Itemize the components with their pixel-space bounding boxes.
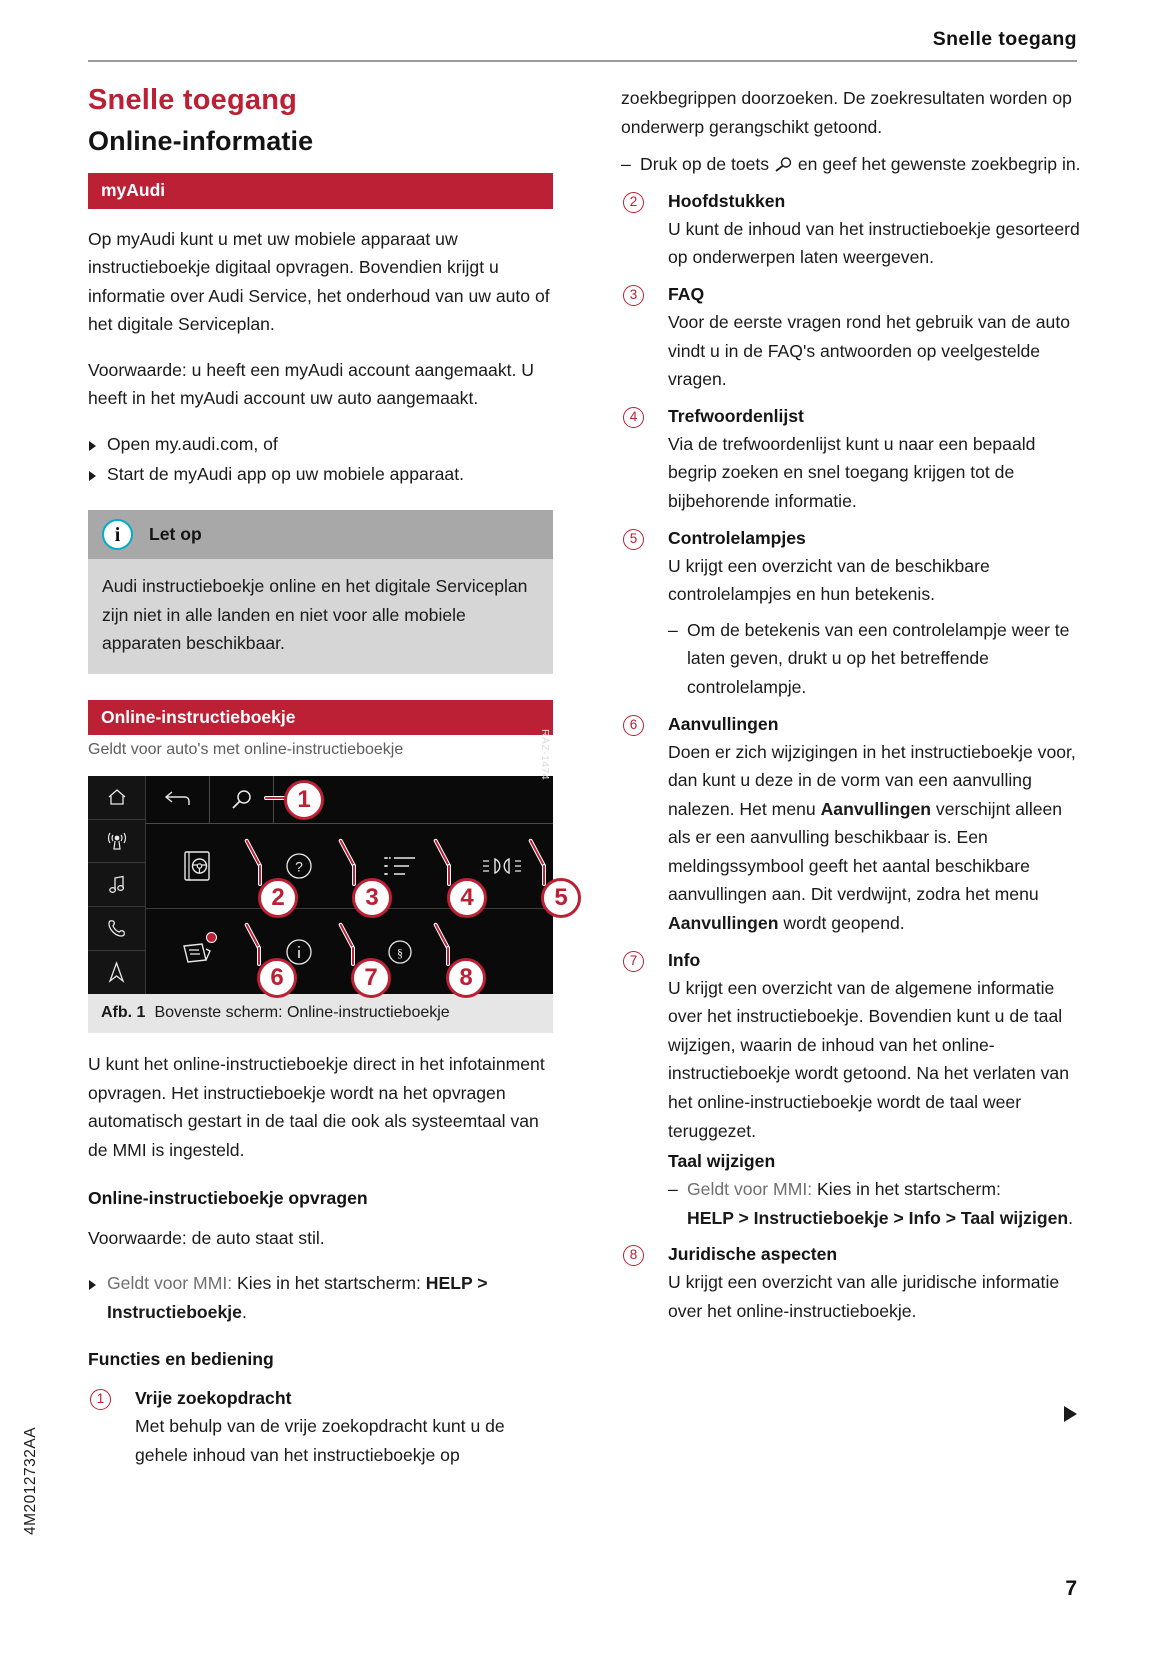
legend-body-6-bold1: Aanvullingen (820, 798, 932, 819)
legend-body-8: U krijgt een overzicht van alle juridische informatie over het online-instructieboekje. (668, 1272, 1060, 1321)
mmi-scope-label: Geldt voor MMI: (107, 1273, 233, 1294)
list-item (88, 1269, 553, 1326)
legend-subtitle-7: Taal wijzigen (668, 1151, 776, 1172)
callout-4: 4 (447, 878, 487, 918)
right-column (621, 84, 1086, 1335)
legend-item-3 (621, 281, 1086, 394)
dash-text-after: en geef het gewenste zoekbegrip in. (792, 154, 1081, 175)
leader-line-5b (542, 864, 546, 886)
legend-title-7: Info (668, 949, 701, 970)
dash-text: Om de betekenis van een controlelampje weer te laten geven, drukt u op het betreffende controlelampje. (687, 619, 1070, 697)
running-header: Snelle toegang (932, 28, 1077, 50)
figure-caption-text: Bovenste scherm: Online-instructieboekje (154, 1004, 450, 1022)
legend-number-7: 7 (623, 951, 644, 972)
continue-arrow-icon (1064, 1406, 1077, 1422)
legend-body-4: Via de trefwoordenlijst kunt u naar een bepaald begrip zoeken en snel toegang krijgen tot de bijbehorende informatie. (668, 433, 1036, 511)
figure-caption (88, 994, 553, 1033)
legend-body-6-part3: wordt geopend. (778, 913, 905, 934)
legend-item-2 (621, 188, 1086, 272)
mmi-path-end: . (1068, 1207, 1074, 1228)
heading-opvragen: Online-instructieboekje opvragen (88, 1187, 368, 1208)
legend-body-2: U kunt de inhoud van het instructieboekje gesorteerd op onderwerpen laten weergeven. (668, 218, 1080, 268)
list-item (88, 430, 553, 459)
note-body: Audi instructieboekje online en het digitale Serviceplan zijn niet in alle landen en niet voor alle mobiele apparaten beschikbaar. (88, 559, 553, 674)
mmi-path-end: . (241, 1301, 247, 1322)
mmi-sidebar (88, 776, 146, 994)
myaudi-paragraph-1: Op myAudi kunt u met uw mobiele apparaat uw instructieboekje digitaal opvragen. Bovendien krijgt u informatie over Audi Service, het onderhoud van uw auto of het digitale Serviceplan. (88, 228, 550, 335)
continued-paragraph: zoekbegrippen doorzoeken. De zoekresultaten worden op onderwerp gerangschikt getoond. (621, 88, 1072, 137)
svg-text:?: ? (294, 858, 303, 875)
dash-text: Kies in het startscherm: (812, 1179, 1001, 1200)
radio-icon[interactable] (88, 820, 145, 864)
legend-item-8 (621, 1241, 1086, 1325)
note-box-header (88, 510, 553, 559)
leader-line-7b (351, 946, 355, 966)
callout-2: 2 (258, 878, 298, 918)
search-icon (774, 157, 793, 172)
list-item (88, 460, 553, 489)
heading-functies: Functies en bediening (88, 1349, 274, 1370)
legend-number-4: 4 (623, 407, 644, 428)
back-arrow-icon[interactable] (146, 776, 210, 824)
note-title: Let op (149, 524, 202, 545)
continued-dash-list (621, 150, 1086, 179)
legend-body-5: U krijgt een overzicht van de beschikbare controlelampjes en hun betekenis. (668, 555, 990, 605)
section-bar-online: Online-instructieboekje (88, 700, 553, 735)
legend-title-2: Hoofdstukken (668, 190, 786, 211)
info-icon: i (102, 519, 133, 550)
callout-3: 3 (352, 878, 392, 918)
mmi-path-sep: > (472, 1273, 488, 1294)
navigation-icon[interactable] (88, 951, 145, 995)
callout-5: 5 (541, 878, 581, 918)
phone-icon[interactable] (88, 907, 145, 951)
legend-title-8: Juridische aspecten (668, 1244, 838, 1265)
legend-title-5: Controlelampjes (668, 527, 806, 548)
mmi-path-text: HELP > Instructieboekje > Info > Taal wijzigen (687, 1207, 1069, 1228)
note-box (88, 510, 553, 674)
legend-item-1 (88, 1385, 553, 1469)
mmi-row-1 (146, 824, 553, 909)
myaudi-paragraph-2: Voorwaarde: u heeft een myAudi account aangemaakt. U heeft in het myAudi account uw auto aangemaakt. (88, 359, 534, 409)
mmi-path-text: Kies in het startscherm: (232, 1273, 426, 1294)
left-column (88, 84, 568, 1479)
voorwaarde-text: Voorwaarde: de auto staat stil. (88, 1227, 325, 1248)
legend-body-6-part1: Doen er zich wijzigingen in het instructieboekje voor, dan kunt u deze in de vorm van een aanvulling nalezen. Het menu (668, 741, 1076, 819)
mmi-path-bullet-list (88, 1269, 553, 1326)
legend-number-3: 3 (623, 285, 644, 306)
mmi-path-bold-2: Instructieboekje (107, 1301, 242, 1322)
mmi-tile-grid (146, 824, 553, 994)
bullet-text: Start de myAudi app op uw mobiele apparaat. (107, 463, 464, 484)
mmi-scope-label: Geldt voor MMI: (687, 1179, 813, 1200)
svg-text:§: § (397, 945, 404, 960)
legend-number-1: 1 (90, 1389, 111, 1410)
legend-body-3: Voor de eerste vragen rond het gebruik van de auto vindt u in de FAQ's antwoorden op veelgestelde vragen. (668, 311, 1071, 390)
mmi-top-bar (146, 776, 553, 824)
figure-caption-label: Afb. 1 (101, 1004, 146, 1022)
steering-wheel-manual-icon[interactable] (146, 824, 248, 909)
legend-body-7: U krijgt een overzicht van de algemene informatie over het instructieboekje. Bovendien kunt u de taal wijzigen, waarin de inhoud van het online-instructieboekje wordt getoond. Na het verlaten van het online-instructieboekje wordt de taal weer teruggezet. (668, 977, 1069, 1141)
legend-item-7 (621, 947, 1086, 1233)
legend-title-4: Trefwoordenlijst (668, 405, 804, 426)
leader-line-3b (352, 864, 356, 886)
callout-7: 7 (351, 958, 391, 998)
legend-item-5 (621, 525, 1086, 702)
legend-body-6-bold2: Aanvullingen (668, 913, 779, 934)
legend-title-6: Aanvullingen (668, 713, 779, 734)
myaudi-bullet-list (88, 430, 553, 488)
supplements-icon[interactable] (146, 909, 248, 994)
leader-line-8b (446, 946, 450, 966)
body-after-figure: U kunt het online-instructieboekje direct in het infotainment opvragen. Het instructieboekje wordt na het opvragen automatisch gestart in de taal die ook als systeemtaal van de MMI is ingesteld. (88, 1054, 545, 1160)
legend-number-8: 8 (623, 1245, 644, 1266)
legend-list-right (621, 188, 1086, 1326)
header-rule (88, 60, 1077, 62)
section-subcaption: Geldt voor auto's met online-instructieboekje (88, 741, 404, 759)
media-icon[interactable] (88, 863, 145, 907)
legend-item-4 (621, 403, 1086, 516)
list-item (668, 616, 1086, 702)
callout-6: 6 (257, 958, 297, 998)
legend-body-6-part2: verschijnt alleen als er een aanvulling beschikbaar is. Een meldingssymbool geeft het aantal beschikbare aanvullingen aan. Dit verdwijnt, zodra het menu (668, 798, 1063, 905)
section-bar-myaudi: myAudi (88, 173, 553, 208)
leader-line-4b (447, 864, 451, 886)
dash-text-before: Druk op de toets (640, 154, 774, 175)
legend-number-6: 6 (623, 715, 644, 736)
legend-item-6 (621, 711, 1086, 938)
legend-number-5: 5 (623, 529, 644, 550)
home-icon[interactable] (88, 776, 145, 820)
page-title-red: Snelle toegang (88, 84, 298, 116)
page-subtitle: Online-informatie (88, 126, 314, 157)
page-number: 7 (1065, 1577, 1077, 1600)
legend-title-1: Vrije zoekopdracht (135, 1388, 292, 1409)
legend-list-left (88, 1385, 553, 1469)
bullet-text: Open my.audi.com, of (107, 434, 278, 455)
legend-number-2: 2 (623, 192, 644, 213)
legend-dash-list-7 (668, 1175, 1086, 1232)
list-item (668, 1175, 1086, 1232)
mmi-path-bold-1: HELP (425, 1273, 473, 1294)
mmi-row-2 (146, 909, 553, 994)
legend-dash-list-5 (668, 616, 1086, 702)
notification-badge (206, 932, 217, 943)
part-number-label: 4M2012732AA (22, 1426, 39, 1535)
legend-body-6 (668, 738, 1086, 938)
legend-title-3: FAQ (668, 283, 705, 304)
legend-body-1: Met behulp van de vrije zoekopdracht kunt u de gehele inhoud van het instructieboekje op (135, 1416, 505, 1465)
leader-line-2b (258, 864, 262, 886)
callout-1: 1 (284, 780, 324, 820)
callout-8: 8 (446, 958, 486, 998)
leader-line-6b (257, 946, 261, 966)
image-code-label: RAZ-1474 (539, 729, 551, 781)
list-item (621, 150, 1086, 179)
